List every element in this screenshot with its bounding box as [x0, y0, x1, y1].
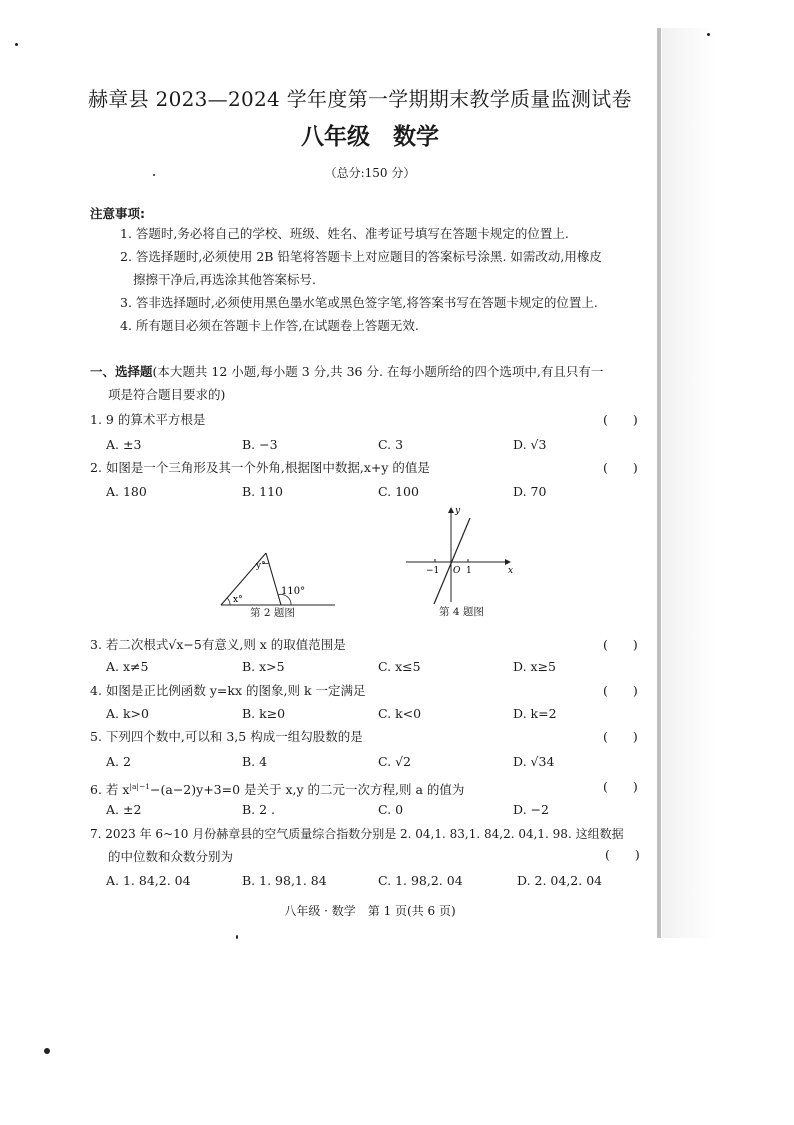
- section-heading: [90, 364, 603, 380]
- note-item: 2. 答选择题时,必须使用 2B 铅笔将答题卡上对应题目的答案标号涂黑. 如需改动,用橡皮: [120, 249, 602, 264]
- triangle-side: [266, 553, 281, 605]
- option-b: B. 2 .: [242, 802, 276, 817]
- notes-heading: 注意事项:: [90, 206, 145, 221]
- option-a: A. ±3: [106, 437, 142, 452]
- option-c: C. 100: [378, 484, 419, 499]
- answer-blank: ( ): [605, 847, 640, 862]
- question-stem: 2. 如图是一个三角形及其一个外角,根据图中数据,x+y 的值是: [90, 460, 430, 475]
- question-stem: 1. 9 的算术平方根是: [90, 412, 206, 427]
- option-a: A. ±2: [106, 802, 142, 817]
- option-d: D. √3: [513, 437, 547, 452]
- option-b: B. k≥0: [242, 706, 286, 721]
- question-stem: [90, 779, 464, 798]
- q6-stem-start: 6. 若 x: [90, 782, 130, 798]
- option-a: A. k>0: [106, 706, 149, 721]
- section-label: 一、选择题: [90, 364, 153, 379]
- page-footer: 八年级 · 数学 第 1 页(共 6 页): [284, 904, 456, 918]
- answer-blank: ( ): [603, 460, 638, 475]
- tick-label-neg1: −1: [426, 566, 440, 576]
- x-axis-label: x: [508, 566, 514, 576]
- answer-blank: ( ): [603, 729, 638, 744]
- note-item: 4. 所有题目必须在答题卡上作答,在试题卷上答题无效.: [120, 318, 419, 333]
- function-line: [434, 518, 470, 604]
- q6-exponent: |a|−1: [129, 782, 151, 791]
- option-d: D. 70: [513, 484, 547, 499]
- option-a: A. 1. 84,2. 04: [106, 873, 191, 888]
- tick-label-1: 1: [466, 566, 472, 576]
- question-stem-cont: 的中位数和众数分别为: [108, 849, 234, 864]
- answer-blank: ( ): [603, 637, 638, 652]
- scan-speck: [15, 43, 18, 46]
- angle-110-label: 110°: [281, 586, 306, 597]
- angle-x-label: x°: [233, 595, 243, 605]
- option-c: C. x≤5: [378, 659, 421, 674]
- scan-speck: [44, 1048, 50, 1054]
- exam-title: 赫章县 2023—2024 学年度第一学期期末教学质量监测试卷: [88, 87, 632, 111]
- figure-caption: 第 4 题图: [439, 606, 484, 618]
- section-desc: (本大题共 12 小题,每小题 3 分,共 36 分. 在每小题所给的四个选项中,有且只有一: [152, 364, 604, 379]
- figure-q4-graph: [400, 502, 525, 607]
- note-item: 1. 答题时,务必将自己的学校、班级、姓名、准考证号填写在答题卡规定的位置上.: [120, 226, 569, 241]
- option-d: D. −2: [513, 802, 549, 817]
- scan-speck: [707, 33, 710, 36]
- option-d: D. √34: [513, 754, 555, 769]
- option-d: D. k=2: [513, 706, 557, 721]
- option-c: C. 3: [378, 437, 404, 452]
- question-stem: 3. 若二次根式√x−5有意义,则 x 的取值范围是: [90, 637, 346, 652]
- note-item: 擦擦干净后,再选涂其他答案标号.: [133, 272, 316, 287]
- option-a: A. 180: [106, 484, 147, 499]
- answer-blank: ( ): [603, 412, 638, 427]
- note-item: 3. 答非选择题时,必须使用黑色墨水笔或黑色签字笔,将答案书写在答题卡规定的位置上.: [120, 295, 598, 310]
- option-b: B. −3: [242, 437, 278, 452]
- answer-blank: ( ): [603, 683, 638, 698]
- question-stem: 7. 2023 年 6~10 月份赫章县的空气质量综合指数分别是 2. 04,1. 83,1. 84,2. 04,1. 98. 这组数据: [90, 827, 624, 841]
- exam-subtitle: 八年级 数学: [301, 124, 439, 150]
- q6-stem-end: −(a−2)y+3=0 是关于 x,y 的二元一次方程,则 a 的值为: [150, 782, 465, 798]
- scan-speck: [236, 935, 238, 939]
- figure-caption: 第 2 题图: [250, 607, 295, 619]
- option-a: A. 2: [106, 754, 131, 769]
- question-stem: 4. 如图是正比例函数 y=kx 的图象,则 k 一定满足: [90, 683, 366, 698]
- angle-y-label: y°: [256, 561, 266, 571]
- option-d: D. 2. 04,2. 04: [517, 873, 603, 888]
- option-c: C. 1. 98,2. 04: [378, 873, 463, 888]
- option-b: B. 110: [242, 484, 283, 499]
- option-a: A. x≠5: [106, 659, 149, 674]
- option-d: D. x≥5: [513, 659, 556, 674]
- section-desc-cont: 项是符合题目要求的): [108, 387, 226, 402]
- option-b: B. 4: [242, 754, 268, 769]
- answer-blank: ( ): [603, 779, 638, 794]
- option-b: B. 1. 98,1. 84: [242, 873, 327, 888]
- question-stem: 5. 下列四个数中,可以和 3,5 构成一组勾股数的是: [90, 729, 363, 744]
- total-score: （总分:150 分）: [324, 166, 416, 180]
- origin-label: O: [453, 566, 461, 576]
- option-c: C. 0: [378, 802, 404, 817]
- y-axis-label: y: [455, 506, 461, 516]
- option-c: C. √2: [378, 754, 411, 769]
- option-b: B. x>5: [242, 659, 285, 674]
- angle-arc-x: [227, 598, 230, 605]
- option-c: C. k<0: [378, 706, 422, 721]
